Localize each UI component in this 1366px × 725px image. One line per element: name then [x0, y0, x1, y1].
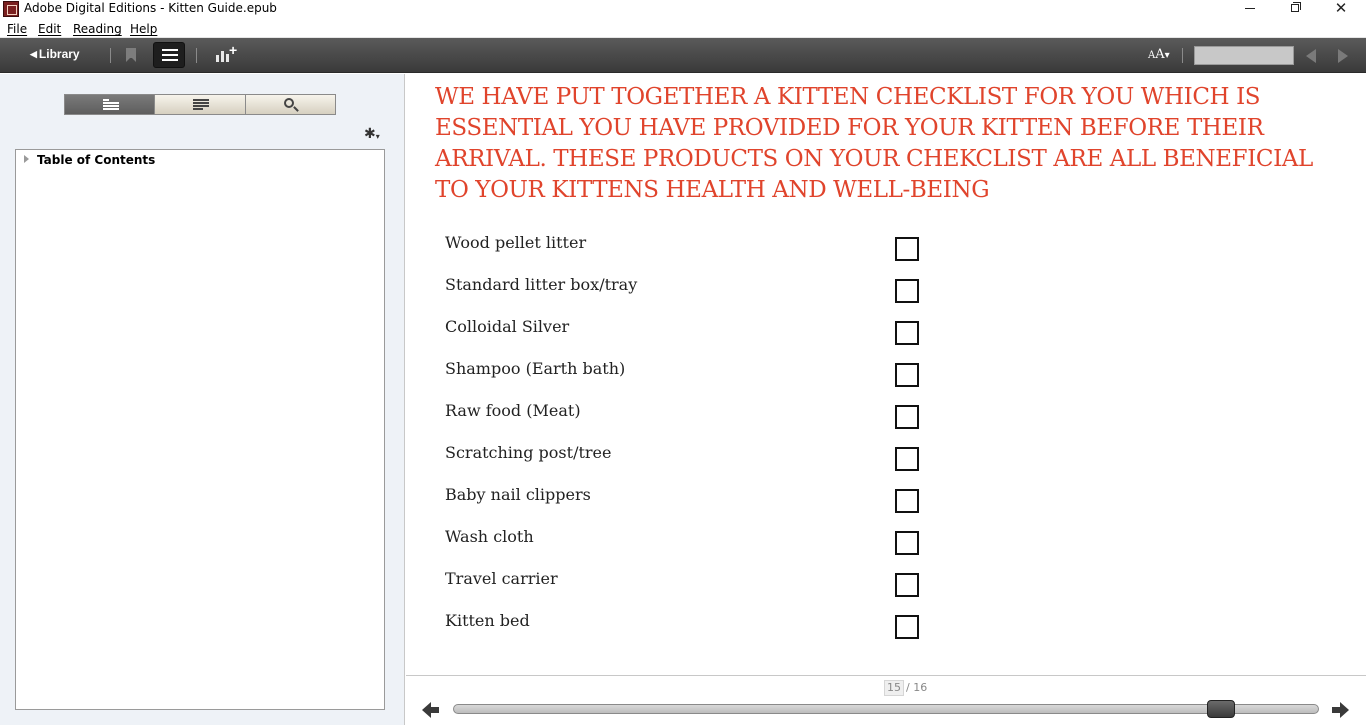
checklist-item-label: Standard litter box/tray	[445, 275, 638, 294]
checkbox[interactable]	[895, 405, 919, 429]
tab-search[interactable]	[246, 95, 335, 114]
font-size-small-glyph: A	[1148, 50, 1156, 61]
checkbox[interactable]	[895, 573, 919, 597]
search-prev-icon[interactable]	[1306, 49, 1316, 63]
window-title: Adobe Digital Editions - Kitten Guide.epub	[24, 1, 277, 15]
search-icon	[284, 98, 294, 108]
total-pages: / 16	[906, 681, 928, 694]
tab-bookmarks[interactable]	[155, 95, 245, 114]
font-size-button[interactable]	[1148, 47, 1170, 62]
bookmark-icon[interactable]	[126, 48, 136, 62]
toc-icon	[103, 99, 119, 110]
checklist-item	[445, 566, 925, 608]
checkbox[interactable]	[895, 237, 919, 261]
checklist-item-label: Raw food (Meat)	[445, 401, 581, 420]
menu-file[interactable]: File	[7, 22, 28, 36]
minimize-button[interactable]	[1227, 0, 1273, 19]
checklist-item-label: Kitten bed	[445, 611, 530, 630]
checklist-item	[445, 440, 925, 482]
checklist-item	[445, 482, 925, 524]
menu-bar	[0, 19, 1366, 38]
checklist-item	[445, 608, 925, 650]
toolbar	[0, 38, 1366, 73]
add-to-library-icon[interactable]	[215, 42, 238, 64]
stats-bar	[221, 51, 224, 62]
previous-page-icon[interactable]	[422, 701, 442, 719]
toolbar-divider	[110, 48, 111, 63]
restore-icon-front	[1291, 4, 1299, 12]
search-input[interactable]	[1194, 46, 1294, 65]
checkbox[interactable]	[895, 615, 919, 639]
page-heading: WE HAVE PUT TOGETHER A KITTEN CHECKLIST FOR YOU WHICH IS ESSENTIAL YOU HAVE PROVIDED FOR YOUR KITTEN BEFORE THEIR ARRIVAL. THESE PRODUCTS ON YOUR CHEKCLIST ARE ALL BENEFICIAL TO YOUR KITTENS HEALTH AND WELL-BEING	[435, 84, 1313, 203]
toc-icon-line	[103, 105, 119, 107]
checkbox[interactable]	[895, 279, 919, 303]
chevron-down-icon: ▾	[375, 132, 380, 141]
checkbox[interactable]	[895, 447, 919, 471]
toc-item[interactable]	[24, 153, 155, 167]
checklist-item-label: Scratching post/tree	[445, 443, 612, 462]
search-next-icon[interactable]	[1338, 49, 1348, 63]
restore-button[interactable]	[1272, 0, 1318, 19]
toc-icon-line	[103, 108, 119, 110]
checklist-item-label: Colloidal Silver	[445, 317, 570, 336]
minimize-icon	[1245, 8, 1255, 9]
checklist-item	[445, 314, 925, 356]
menu-help[interactable]: Help	[130, 22, 158, 36]
settings-menu-button[interactable]	[364, 126, 380, 142]
checklist-item-label: Baby nail clippers	[445, 485, 591, 504]
close-button[interactable]: ✕	[1334, 0, 1348, 17]
sidebar-tabs	[64, 94, 336, 115]
sidebar	[0, 74, 405, 725]
toc-item-label: Table of Contents	[37, 153, 156, 167]
page-slider-thumb[interactable]	[1207, 700, 1235, 718]
expand-arrow-icon[interactable]	[24, 155, 29, 163]
checklist-item-label: Shampoo (Earth bath)	[445, 359, 626, 378]
app-icon	[3, 1, 19, 17]
list-icon	[162, 49, 178, 51]
checklist-item	[445, 272, 925, 314]
gear-icon: ✱	[364, 126, 376, 142]
menu-reading[interactable]: Reading	[73, 22, 122, 36]
plus-icon: +	[229, 42, 238, 58]
list-icon-line	[162, 54, 178, 56]
toc-panel	[15, 149, 385, 710]
checklist-item	[445, 524, 925, 566]
toolbar-divider	[1182, 48, 1183, 63]
checklist-item	[445, 398, 925, 440]
tab-table-of-contents[interactable]	[65, 95, 155, 114]
title-bar	[0, 0, 1366, 19]
stats-bar	[216, 55, 219, 62]
checklist-item-label: Wood pellet litter	[445, 233, 587, 252]
page-slider-track[interactable]	[453, 704, 1319, 714]
checkbox[interactable]	[895, 321, 919, 345]
menu-edit[interactable]: Edit	[38, 22, 62, 36]
chevron-down-icon: ▾	[1164, 50, 1170, 61]
checklist-item	[445, 230, 925, 272]
checkbox[interactable]	[895, 489, 919, 513]
checkbox[interactable]	[895, 363, 919, 387]
checkbox[interactable]	[895, 531, 919, 555]
checklist-item	[445, 356, 925, 398]
bookmarks-icon-line	[193, 99, 209, 101]
reading-pane	[406, 74, 1366, 676]
checklist-item-label: Wash cloth	[445, 527, 534, 546]
font-size-large-glyph: A	[1155, 47, 1165, 62]
toolbar-divider	[196, 48, 197, 63]
toc-icon-line	[103, 99, 109, 101]
library-button[interactable]: ◀ Library	[30, 47, 80, 61]
bookmarks-icon-line	[193, 108, 203, 110]
bookmarks-icon-line	[193, 105, 209, 107]
bookmarks-icon	[193, 99, 209, 110]
current-page-input[interactable]: 15	[884, 680, 904, 696]
checklist-item-label: Travel carrier	[445, 569, 558, 588]
list-icon-line	[162, 59, 178, 61]
page-navigation	[406, 676, 1366, 725]
next-page-icon[interactable]	[1329, 701, 1349, 719]
toc-toggle-button[interactable]	[153, 42, 185, 68]
bookmarks-icon-line	[193, 102, 209, 104]
toc-icon-line	[103, 102, 119, 104]
